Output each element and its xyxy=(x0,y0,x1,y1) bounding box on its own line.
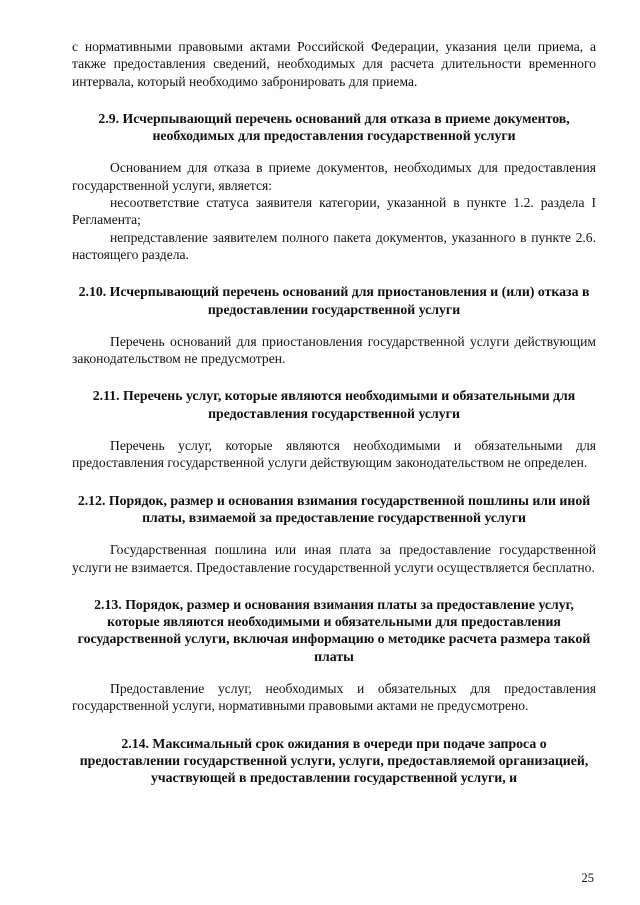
section-heading: 2.10. Исчерпывающий перечень оснований для приостановления и (или) отказа в предоставлении государственной услуги xyxy=(78,284,590,317)
section-2-12 xyxy=(72,492,596,576)
section-2-11 xyxy=(72,387,596,471)
section-paragraph: непредставление заявителем полного пакета документов, указанного в пункте 2.6. настоящего раздела. xyxy=(72,229,596,262)
section-2-9 xyxy=(72,110,596,263)
section-heading: 2.11. Перечень услуг, которые являются необходимыми и обязательными для предоставления государственной услуги xyxy=(92,388,576,421)
section-paragraph: Перечень услуг, которые являются необходимыми и обязательными для предоставления государственной услуги действующим законодательством не определен. xyxy=(72,438,596,471)
section-2-14 xyxy=(72,735,596,787)
section-paragraph: Предоставление услуг, необходимых и обязательных для предоставления государственной услуги, нормативными правовыми актами не предусмотрено. xyxy=(72,681,596,714)
section-paragraph: Перечень оснований для приостановления государственной услуги действующим законодательством не предусмотрен. xyxy=(72,333,596,367)
section-paragraph: несоответствие статуса заявителя категории, указанной в пункте 1.2. раздела I Регламента; xyxy=(72,195,596,228)
section-paragraph: Основанием для отказа в приеме документов, необходимых для предоставления государственной услуги, является: xyxy=(72,160,596,193)
section-2-10 xyxy=(72,283,596,367)
section-heading: 2.13. Порядок, размер и основания взимания платы за предоставление услуг, которые являются необходимыми и обязательными для предоставления государственной услуги, включая информацию о методике расчета размера такой платы xyxy=(77,596,591,664)
page-number: 25 xyxy=(581,871,594,885)
section-heading: 2.9. Исчерпывающий перечень оснований для отказа в приеме документов, необходимых для предоставления государственной услуги xyxy=(98,110,570,144)
section-2-13 xyxy=(72,596,596,715)
section-paragraph: Государственная пошлина или иная плата за предоставление государственной услуги не взимается. Предоставление государственной услуги осуществляется бесплатно. xyxy=(72,542,596,575)
section-heading: 2.14. Максимальный срок ожидания в очереди при подаче запроса о предоставлении государственной услуги, услуги, предоставляемой организацией, участвующей в предоставлении государственной услуги, и xyxy=(79,735,589,786)
section-heading: 2.12. Порядок, размер и основания взимания государственной пошлины или иной платы, взимаемой за предоставление государственной услуги xyxy=(77,492,591,525)
intro-paragraph: с нормативными правовыми актами Российской Федерации, указания цели приема, а также предоставления сведений, необходимых для расчета длительности временного интервала, который необходимо забронировать для приема. xyxy=(72,39,596,89)
